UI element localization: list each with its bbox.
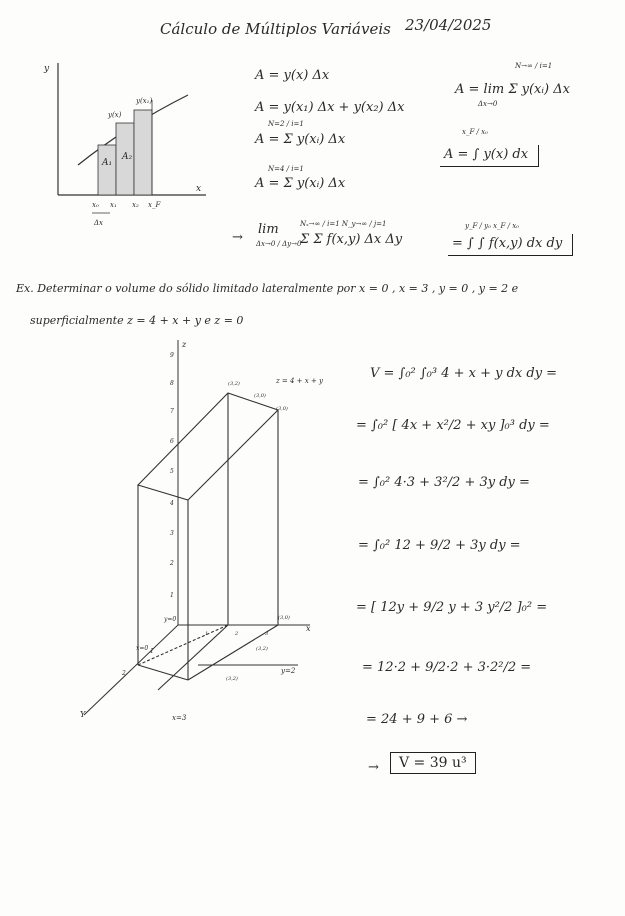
y-tick-2: 2 <box>122 670 126 677</box>
label-x0: x₀ <box>92 201 99 209</box>
point-label-4: (3,0) <box>278 615 290 621</box>
double-lim: lim <box>258 222 279 237</box>
riemann-line-4: A = Σ y(xᵢ) Δx <box>255 176 346 191</box>
final-answer: V = 39 u³ <box>390 752 476 774</box>
top-eq-label: z = 4 + x + y <box>276 377 323 385</box>
answer-arrow: → <box>368 760 379 775</box>
integral-limits: x_F / x₀ <box>462 128 488 136</box>
y-axis-line <box>84 625 178 715</box>
label-yx1: y(x₁) <box>136 97 153 105</box>
point-label-5: (3,2) <box>256 646 268 652</box>
solid-box <box>138 393 298 690</box>
x-axis-label: x <box>196 184 202 194</box>
point-label-1: (3,2) <box>228 381 240 387</box>
label-x2: x₂ <box>132 201 139 209</box>
solution-step-5: = [ 12y + 9/2 y + 3 y²/2 ]₀² = <box>356 600 548 615</box>
z-tick-8: 8 <box>170 380 174 387</box>
limit-expression: A = lim Σ y(xᵢ) Δx <box>455 82 570 97</box>
point-label-2: (3,0) <box>254 393 266 399</box>
rect-1 <box>98 145 116 195</box>
y0-label: y=0 <box>164 616 177 623</box>
double-integral: = ∫ ∫ f(x,y) dx dy <box>448 234 573 256</box>
y-tick-1: 1 <box>150 648 154 655</box>
double-sum-limits: Nₓ→∞ / i=1 N_y→∞ / j=1 <box>300 220 387 228</box>
z-ticks <box>169 352 174 599</box>
label-xf: x_F <box>148 201 161 209</box>
x0-label: x=0 <box>136 645 149 652</box>
y-axis-label: Y <box>80 710 86 719</box>
volume-3d-graph <box>78 335 338 725</box>
page-title: Cálculo de Múltiplos Variáveis <box>160 20 391 38</box>
x3-label: x=3 <box>172 714 187 722</box>
z-tick-1: 1 <box>170 592 174 599</box>
integral-expression: A = ∫ y(x) dx <box>440 145 539 167</box>
z-tick-6: 6 <box>170 438 174 445</box>
rect-3 <box>134 110 152 195</box>
z-tick-5: 5 <box>170 468 174 475</box>
z-tick-7: 7 <box>170 408 174 415</box>
point-label-6: (3,2) <box>226 676 238 682</box>
z-tick-3: 3 <box>170 530 174 537</box>
y-axis-label: y <box>44 64 50 74</box>
y2-label: y=2 <box>281 667 296 675</box>
double-arrow: → <box>232 230 243 245</box>
riemann-graph <box>38 55 213 230</box>
solution-step-3: = ∫₀² 4·3 + 3²/2 + 3y dy = <box>358 475 530 490</box>
solution-step-4: = ∫₀² 12 + 9/2 + 3y dy = <box>358 538 521 553</box>
double-integral-limits: y_F / y₀ x_F / x₀ <box>465 222 519 230</box>
riemann-line-4-limits: N=4 / i=1 <box>268 165 304 173</box>
solution-step-6: = 12·2 + 9/2·2 + 3·2²/2 = <box>362 660 532 675</box>
label-a1: A₁ <box>102 158 113 168</box>
limit-sup: N→∞ / i=1 <box>515 62 553 70</box>
problem-line-1: Ex. Determinar o volume do sólido limitado lateralmente por x = 0 , x = 3 , y = 0 , y = 2 e <box>16 282 519 295</box>
riemann-line-2: A = y(x₁) Δx + y(x₂) Δx <box>255 100 405 115</box>
label-dx: Δx <box>94 219 104 227</box>
riemann-line-3: A = Σ y(xᵢ) Δx <box>255 132 346 147</box>
z-tick-2: 2 <box>170 560 174 567</box>
x-axis-label: x <box>306 624 311 633</box>
label-x1: x₁ <box>110 201 117 209</box>
x-tick-1: 1 <box>205 631 209 637</box>
z-tick-9: 9 <box>170 352 174 359</box>
solution-step-7: = 24 + 9 + 6 → <box>366 712 468 727</box>
problem-line-2: superficialmente z = 4 + x + y e z = 0 <box>30 314 244 327</box>
z-axis-label: z <box>182 340 187 349</box>
solution-step-1: V = ∫₀² ∫₀³ 4 + x + y dx dy = <box>370 366 558 381</box>
limit-sub: Δx→0 <box>478 100 498 108</box>
x-tick-3: 3 <box>265 631 269 637</box>
x-tick-2: 2 <box>235 631 239 637</box>
label-yx: y(x) <box>108 111 122 119</box>
point-label-3: (3,0) <box>276 406 288 412</box>
label-a2: A₂ <box>122 152 133 162</box>
riemann-line-1: A = y(x) Δx <box>255 68 330 83</box>
double-lim-sub: Δx→0 / Δy→0 <box>256 240 302 248</box>
page-date: 23/04/2025 <box>405 16 492 34</box>
z-tick-4: 4 <box>170 500 174 507</box>
double-sum: Σ Σ f(x,y) Δx Δy <box>300 232 403 247</box>
solution-step-2: = ∫₀² [ 4x + x²/2 + xy ]₀³ dy = <box>356 418 550 433</box>
riemann-line-3-limits: N=2 / i=1 <box>268 120 304 128</box>
